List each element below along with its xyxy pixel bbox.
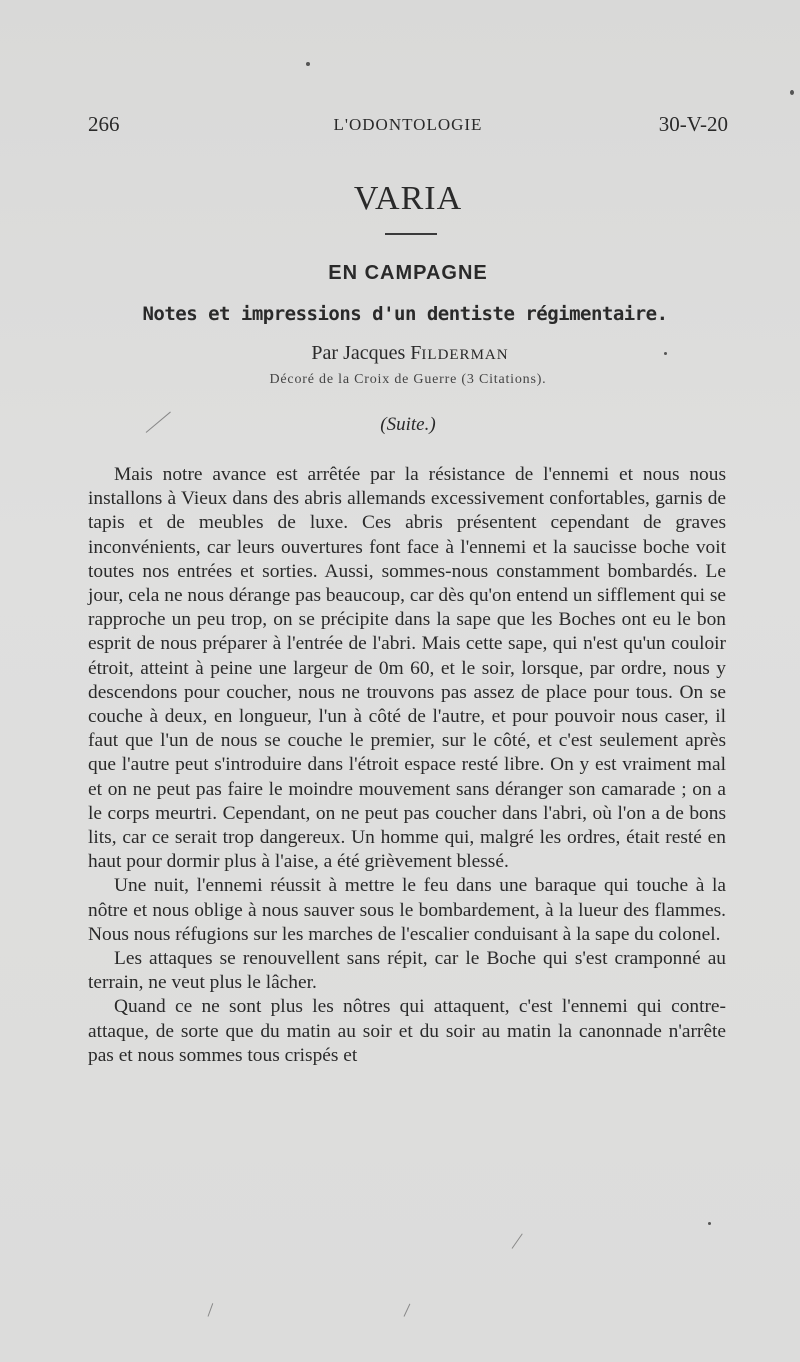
continuation-note: (Suite.) — [380, 414, 436, 435]
paper-speck — [708, 1222, 711, 1225]
article-body — [88, 463, 726, 1068]
paper-scratch — [208, 1303, 214, 1316]
paper-speck — [790, 90, 794, 95]
author-name-smallcaps: ILDERMAN — [421, 347, 509, 363]
body-paragraph: Mais notre avance est arrêtée par la résistance de l'ennemi et nous nous installons à Vieux dans des abris allemands excessivement confortables, garnis de tapis et de meubles de luxe. Ces abris présentent cependant de graves inconvénients, car leurs ouvertures font face à l'ennemi et la saucisse boche voit toutes nos entrées et sorties. Aussi, sommes-nous constamment bombardés. Le jour, cela ne nous dérange pas beaucoup, car dès qu'on entend un sifflement qui se rapproche un peu trop, on se précipite dans la sape que les Boches ont eu le bon esprit de nous préparer à l'entrée de l'abri. Mais cette sape, qui n'est qu'un couloir étroit, atteint à peine une largeur de 0m 60, et le soir, lorsque, par ordre, nous y descendons pour coucher, nous ne trouvons pas assez de place pour tous. On se couche à deux, en longueur, l'un à côté de l'autre, et pour pouvoir nous caser, il faut que l'un de nous se couche le premier, sur le côté, et c'est seulement après que l'autre peut s'introduire dans l'étroit espace resté libre. On y est vraiment mal et on ne peut pas faire le moindre mouvement sans déranger son camarade ; on a le corps meurtri. Cependant, on ne peut pas coucher dans l'abri, où l'on a de bons lits, car ce serait trop dangereux. Un homme qui, malgré les ordres, était resté en haut pour dormir plus à l'aise, a été grièvement blessé. — [88, 464, 726, 873]
author-prefix: Par Jacques F — [311, 342, 422, 364]
body-paragraph: Une nuit, l'ennemi réussit à mettre le feu dans une baraque qui touche à la nôtre et nous oblige à nous sauver sous le bombardement, à la lueur des flammes. Nous nous réfugions sur les marches de l'escalier conduisant à la sape du colonel. — [88, 875, 726, 945]
body-paragraph: Les attaques se renouvellent sans répit, car le Boche qui s'est cramponné au terrain, ne veut plus le lâcher. — [88, 948, 726, 994]
title-rule — [385, 233, 437, 235]
article-title: EN CAMPAGNE — [328, 262, 488, 284]
paper-scratch — [512, 1233, 523, 1248]
section-title: VARIA — [353, 180, 463, 217]
journal-title: L'ODONTOLOGIE — [333, 115, 483, 134]
running-header — [88, 112, 728, 142]
author-line — [0, 342, 800, 365]
paper-speck — [306, 62, 310, 66]
author-decoration: Décoré de la Croix de Guerre (3 Citations). — [269, 372, 547, 387]
article-subtitle: Notes et impressions d'un dentiste régimentaire. — [142, 303, 668, 325]
paper-speck — [664, 352, 667, 355]
paper-scratch — [404, 1304, 411, 1317]
page-number: 266 — [88, 112, 120, 136]
body-paragraph: Quand ce ne sont plus les nôtres qui attaquent, c'est l'ennemi qui contre-attaque, de sorte que du matin au soir et du soir au matin la canonnade n'arrête pas et nous sommes tous crispés et — [88, 996, 726, 1066]
issue-date: 30-V-20 — [658, 112, 728, 136]
